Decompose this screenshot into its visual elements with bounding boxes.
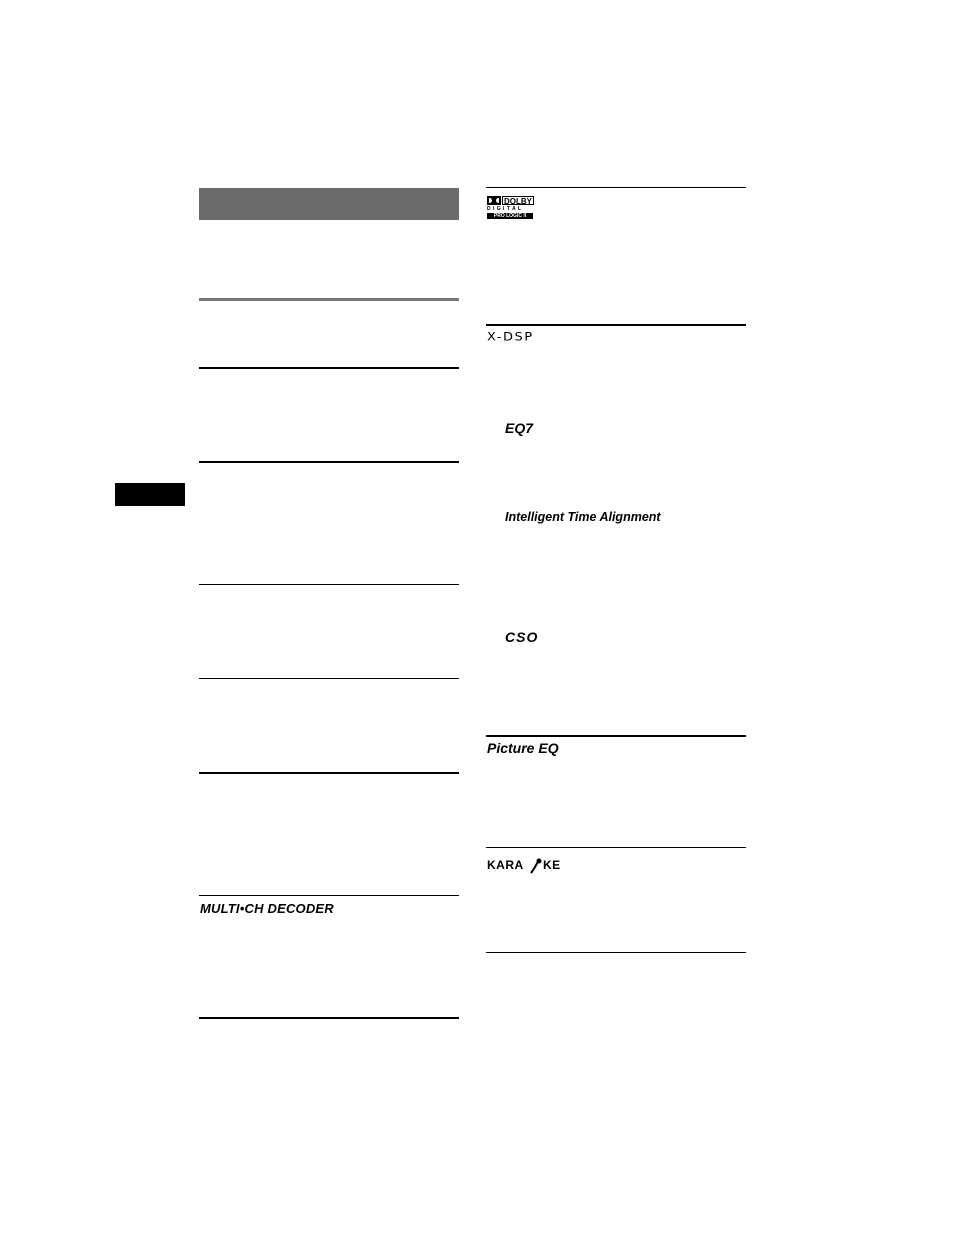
section-divider (486, 952, 746, 953)
section-divider (486, 735, 746, 737)
section-divider (199, 895, 459, 896)
picture-eq-logo: Picture EQ (487, 740, 559, 756)
side-tab-marker (115, 483, 185, 506)
dolby-digital-line: D I G I T A L (487, 206, 522, 212)
section-divider (486, 324, 746, 326)
section-divider (199, 367, 459, 369)
karaoke-logo-part2: KE (543, 858, 561, 872)
multi-ch-decoder-logo: MULTI•CH DECODER (200, 901, 334, 916)
section-divider (486, 187, 746, 188)
section-divider-gray (199, 298, 459, 301)
karaoke-logo-part1: KARA (487, 858, 524, 872)
eq7-logo: EQ7 (505, 420, 534, 436)
cso-logo: CSO (505, 629, 539, 645)
section-divider (199, 772, 459, 774)
intelligent-time-alignment-logo: Intelligent Time Alignment (505, 510, 661, 524)
dolby-digital-pro-logic-logo (487, 196, 535, 220)
xdsp-logo: X-DSP (487, 331, 534, 344)
karaoke-logo (487, 858, 577, 874)
dolby-double-d-icon (487, 196, 501, 205)
dolby-word: DOLBY (504, 197, 532, 206)
microphone-icon (528, 858, 542, 879)
section-divider (199, 1017, 459, 1019)
section-divider (199, 678, 459, 679)
section-divider (486, 847, 746, 848)
section-divider (199, 584, 459, 585)
section-divider (199, 461, 459, 463)
section-header-bar (199, 188, 459, 220)
dolby-pro-logic-line: PRO LOGIC II (487, 213, 533, 219)
